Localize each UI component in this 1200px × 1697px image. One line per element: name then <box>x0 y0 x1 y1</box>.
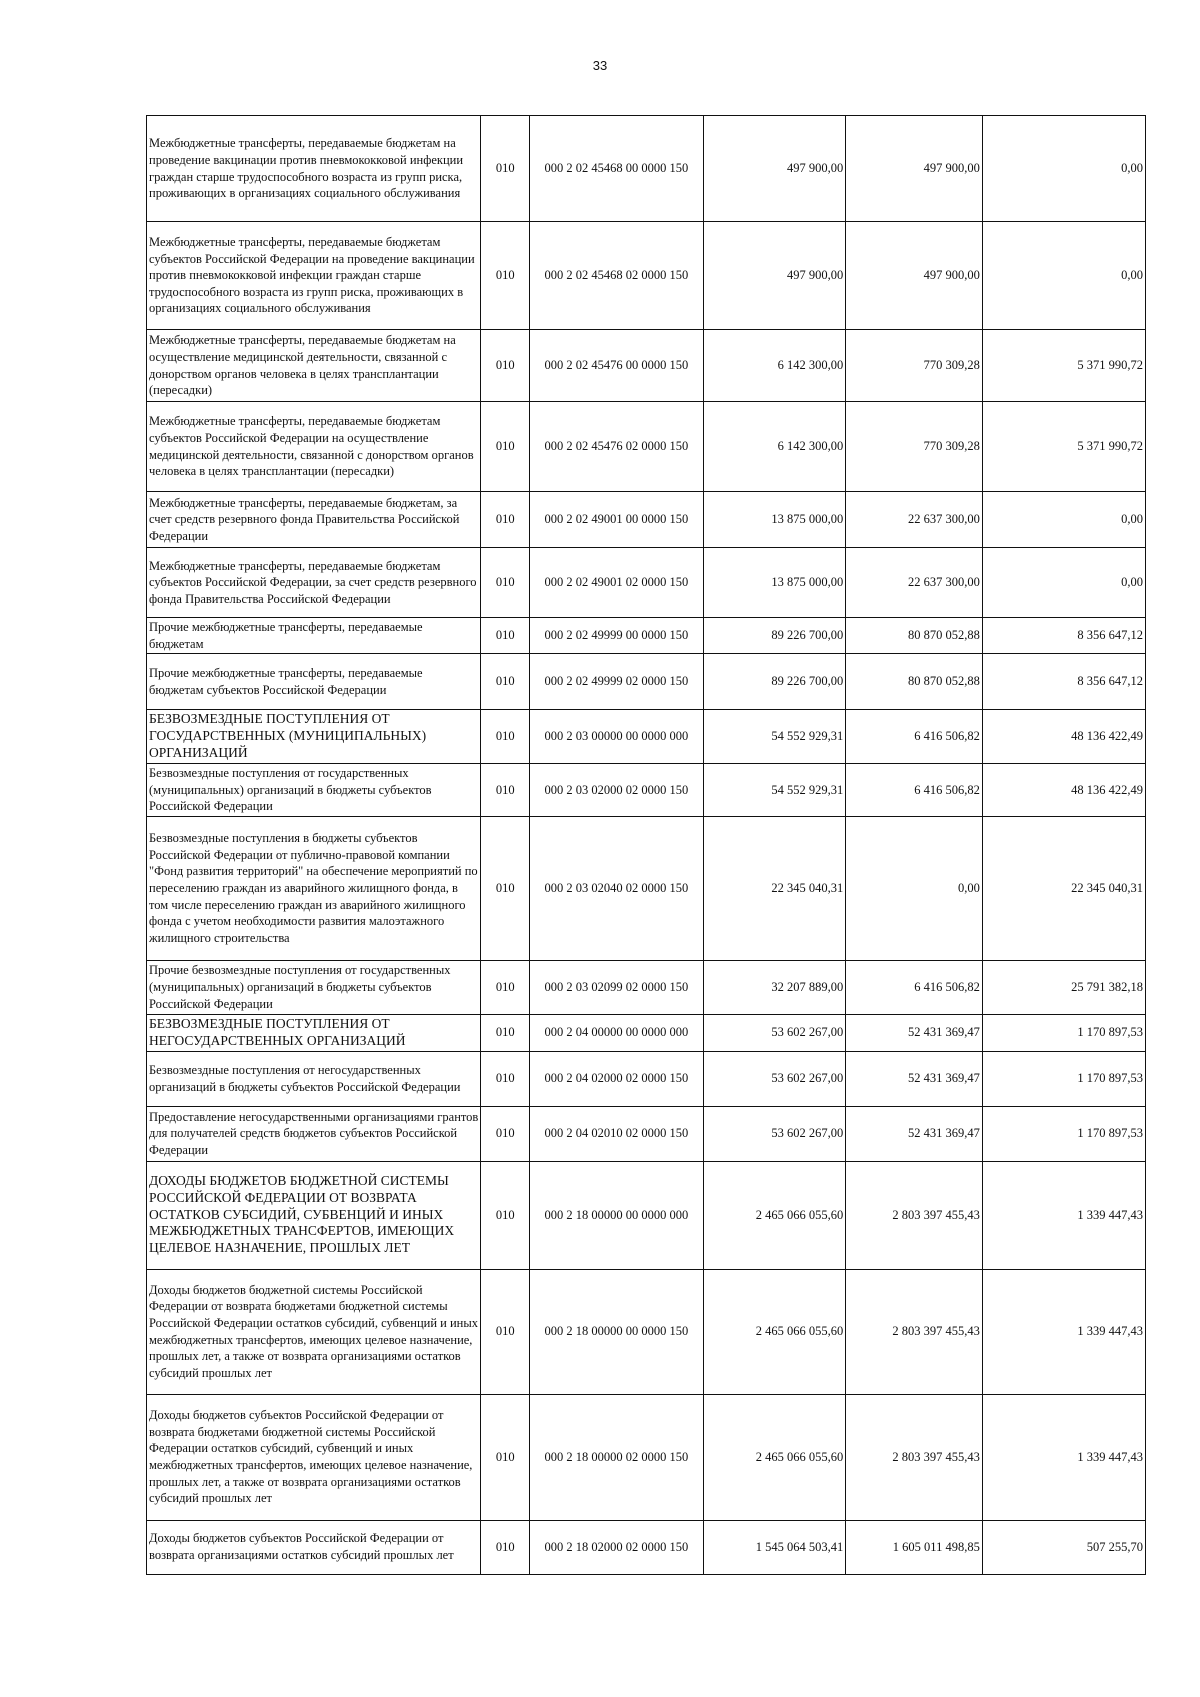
row-name: БЕЗВОЗМЕЗДНЫЕ ПОСТУПЛЕНИЯ ОТ ГОСУДАРСТВЕННЫХ (МУНИЦИПАЛЬНЫХ) ОРГАНИЗАЦИЙ <box>147 710 481 764</box>
row-executed: 770 309,28 <box>846 402 983 492</box>
row-approved: 497 900,00 <box>703 116 846 222</box>
row-approved: 32 207 889,00 <box>703 960 846 1014</box>
row-name: Межбюджетные трансферты, передаваемые бюджетам, за счет средств резервного фонда Правительства Российской Федерации <box>147 492 481 548</box>
row-approved: 2 465 066 055,60 <box>703 1394 846 1520</box>
row-kbk: 000 2 02 49999 00 0000 150 <box>530 618 703 654</box>
table-row <box>147 1161 1146 1269</box>
row-approved: 22 345 040,31 <box>703 816 846 960</box>
table-row <box>147 1051 1146 1106</box>
row-name: Межбюджетные трансферты, передаваемые бюджетам субъектов Российской Федерации на проведение вакцинации против пневмококковой инфекции граждан старше трудоспособного возраста из групп риска, проживающих в организациях социального обслуживания <box>147 222 481 330</box>
table-row <box>147 710 1146 764</box>
row-unexecuted: 507 255,70 <box>982 1520 1145 1574</box>
row-kbk: 000 2 03 02000 02 0000 150 <box>530 763 703 816</box>
row-executed: 80 870 052,88 <box>846 654 983 710</box>
row-approved: 54 552 929,31 <box>703 763 846 816</box>
row-unexecuted: 8 356 647,12 <box>982 654 1145 710</box>
row-name: Межбюджетные трансферты, передаваемые бюджетам на проведение вакцинации против пневмококковой инфекции граждан старше трудоспособного возраста из групп риска, проживающих в организациях социального обслуживания <box>147 116 481 222</box>
row-kbk: 000 2 02 49001 00 0000 150 <box>530 492 703 548</box>
row-name: Безвозмездные поступления от негосударственных организаций в бюджеты субъектов Российской Федерации <box>147 1051 481 1106</box>
row-kbk: 000 2 04 02000 02 0000 150 <box>530 1051 703 1106</box>
row-code: 010 <box>481 1014 530 1051</box>
row-code: 010 <box>481 654 530 710</box>
table-row <box>147 763 1146 816</box>
row-name: Прочие безвозмездные поступления от государственных (муниципальных) организаций в бюджеты субъектов Российской Федерации <box>147 960 481 1014</box>
row-unexecuted: 0,00 <box>982 222 1145 330</box>
row-approved: 54 552 929,31 <box>703 710 846 764</box>
row-executed: 52 431 369,47 <box>846 1014 983 1051</box>
table-row <box>147 548 1146 618</box>
row-executed: 22 637 300,00 <box>846 548 983 618</box>
row-executed: 770 309,28 <box>846 330 983 402</box>
row-kbk: 000 2 04 02010 02 0000 150 <box>530 1106 703 1161</box>
row-name: Межбюджетные трансферты, передаваемые бюджетам субъектов Российской Федерации на осуществление медицинской деятельности, связанной с донорством органов человека в целях трансплантации (пересадки) <box>147 402 481 492</box>
row-code: 010 <box>481 1520 530 1574</box>
row-kbk: 000 2 02 45468 00 0000 150 <box>530 116 703 222</box>
row-approved: 13 875 000,00 <box>703 548 846 618</box>
row-name: Прочие межбюджетные трансферты, передаваемые бюджетам субъектов Российской Федерации <box>147 654 481 710</box>
table-row <box>147 1394 1146 1520</box>
row-approved: 53 602 267,00 <box>703 1014 846 1051</box>
row-executed: 0,00 <box>846 816 983 960</box>
row-code: 010 <box>481 710 530 764</box>
table-row <box>147 816 1146 960</box>
row-code: 010 <box>481 763 530 816</box>
row-unexecuted: 0,00 <box>982 492 1145 548</box>
row-name: Межбюджетные трансферты, передаваемые бюджетам на осуществление медицинской деятельности, связанной с донорством органов человека в целях трансплантации (пересадки) <box>147 330 481 402</box>
row-executed: 2 803 397 455,43 <box>846 1269 983 1394</box>
row-code: 010 <box>481 1051 530 1106</box>
row-name: Доходы бюджетов субъектов Российской Федерации от возврата бюджетами бюджетной системы Российской Федерации остатков субсидий, субвенций и иных межбюджетных трансфертов, имеющих целевое назначение, прошлых лет, а также от возврата организациями остатков субсидий прошлых лет <box>147 1394 481 1520</box>
table-row <box>147 402 1146 492</box>
row-unexecuted: 1 170 897,53 <box>982 1106 1145 1161</box>
row-code: 010 <box>481 1161 530 1269</box>
page-number: 33 <box>592 58 608 73</box>
row-executed: 497 900,00 <box>846 116 983 222</box>
row-unexecuted: 5 371 990,72 <box>982 402 1145 492</box>
table-row <box>147 618 1146 654</box>
row-code: 010 <box>481 402 530 492</box>
row-unexecuted: 48 136 422,49 <box>982 710 1145 764</box>
table-row <box>147 116 1146 222</box>
row-name: Прочие межбюджетные трансферты, передаваемые бюджетам <box>147 618 481 654</box>
row-approved: 2 465 066 055,60 <box>703 1161 846 1269</box>
row-name: ДОХОДЫ БЮДЖЕТОВ БЮДЖЕТНОЙ СИСТЕМЫ РОССИЙСКОЙ ФЕДЕРАЦИИ ОТ ВОЗВРАТА ОСТАТКОВ СУБСИДИЙ, СУБВЕНЦИЙ И ИНЫХ МЕЖБЮДЖЕТНЫХ ТРАНСФЕРТОВ, ИМЕЮЩИХ ЦЕЛЕВОЕ НАЗНАЧЕНИЕ, ПРОШЛЫХ ЛЕТ <box>147 1161 481 1269</box>
row-approved: 53 602 267,00 <box>703 1051 846 1106</box>
table-row <box>147 654 1146 710</box>
row-unexecuted: 1 339 447,43 <box>982 1269 1145 1394</box>
row-executed: 52 431 369,47 <box>846 1106 983 1161</box>
row-executed: 22 637 300,00 <box>846 492 983 548</box>
row-kbk: 000 2 02 45468 02 0000 150 <box>530 222 703 330</box>
table-row <box>147 1014 1146 1051</box>
row-kbk: 000 2 18 00000 00 0000 150 <box>530 1269 703 1394</box>
row-executed: 52 431 369,47 <box>846 1051 983 1106</box>
row-code: 010 <box>481 548 530 618</box>
row-unexecuted: 0,00 <box>982 116 1145 222</box>
row-kbk: 000 2 18 00000 00 0000 000 <box>530 1161 703 1269</box>
row-kbk: 000 2 02 49999 02 0000 150 <box>530 654 703 710</box>
row-code: 010 <box>481 116 530 222</box>
row-code: 010 <box>481 1394 530 1520</box>
row-approved: 497 900,00 <box>703 222 846 330</box>
row-name: Предоставление негосударственными организациями грантов для получателей средств бюджетов субъектов Российской Федерации <box>147 1106 481 1161</box>
row-unexecuted: 1 170 897,53 <box>982 1014 1145 1051</box>
row-unexecuted: 22 345 040,31 <box>982 816 1145 960</box>
row-executed: 6 416 506,82 <box>846 710 983 764</box>
row-kbk: 000 2 04 00000 00 0000 000 <box>530 1014 703 1051</box>
row-executed: 1 605 011 498,85 <box>846 1520 983 1574</box>
row-name: Доходы бюджетов субъектов Российской Федерации от возврата организациями остатков субсидий прошлых лет <box>147 1520 481 1574</box>
row-executed: 6 416 506,82 <box>846 763 983 816</box>
budget-table-body <box>147 116 1146 1575</box>
row-approved: 13 875 000,00 <box>703 492 846 548</box>
table-row <box>147 1269 1146 1394</box>
row-kbk: 000 2 02 45476 02 0000 150 <box>530 402 703 492</box>
row-name: Безвозмездные поступления в бюджеты субъектов Российской Федерации от публично-правовой компании "Фонд развития территорий" на обеспечение мероприятий по переселению граждан из аварийного жилищного фонда, в том числе переселению граждан из аварийного жилищного фонда с учетом необходимости развития малоэтажного жилищного строительства <box>147 816 481 960</box>
row-unexecuted: 48 136 422,49 <box>982 763 1145 816</box>
row-code: 010 <box>481 816 530 960</box>
row-approved: 89 226 700,00 <box>703 618 846 654</box>
table-row <box>147 492 1146 548</box>
row-kbk: 000 2 02 49001 02 0000 150 <box>530 548 703 618</box>
budget-table <box>146 115 1146 1575</box>
table-row <box>147 222 1146 330</box>
row-code: 010 <box>481 222 530 330</box>
row-unexecuted: 25 791 382,18 <box>982 960 1145 1014</box>
row-approved: 89 226 700,00 <box>703 654 846 710</box>
table-row <box>147 330 1146 402</box>
row-unexecuted: 8 356 647,12 <box>982 618 1145 654</box>
row-kbk: 000 2 03 02040 02 0000 150 <box>530 816 703 960</box>
row-unexecuted: 1 339 447,43 <box>982 1394 1145 1520</box>
row-executed: 497 900,00 <box>846 222 983 330</box>
row-approved: 1 545 064 503,41 <box>703 1520 846 1574</box>
row-unexecuted: 5 371 990,72 <box>982 330 1145 402</box>
row-unexecuted: 1 339 447,43 <box>982 1161 1145 1269</box>
row-kbk: 000 2 18 02000 02 0000 150 <box>530 1520 703 1574</box>
row-kbk: 000 2 18 00000 02 0000 150 <box>530 1394 703 1520</box>
table-row <box>147 960 1146 1014</box>
table-row <box>147 1520 1146 1574</box>
row-approved: 6 142 300,00 <box>703 330 846 402</box>
row-approved: 6 142 300,00 <box>703 402 846 492</box>
row-code: 010 <box>481 1106 530 1161</box>
row-executed: 6 416 506,82 <box>846 960 983 1014</box>
row-kbk: 000 2 02 45476 00 0000 150 <box>530 330 703 402</box>
row-executed: 2 803 397 455,43 <box>846 1161 983 1269</box>
row-name: Безвозмездные поступления от государственных (муниципальных) организаций в бюджеты субъектов Российской Федерации <box>147 763 481 816</box>
table-row <box>147 1106 1146 1161</box>
row-executed: 80 870 052,88 <box>846 618 983 654</box>
row-unexecuted: 0,00 <box>982 548 1145 618</box>
row-approved: 53 602 267,00 <box>703 1106 846 1161</box>
row-executed: 2 803 397 455,43 <box>846 1394 983 1520</box>
row-unexecuted: 1 170 897,53 <box>982 1051 1145 1106</box>
row-name: Межбюджетные трансферты, передаваемые бюджетам субъектов Российской Федерации, за счет средств резервного фонда Правительства Российской Федерации <box>147 548 481 618</box>
row-kbk: 000 2 03 00000 00 0000 000 <box>530 710 703 764</box>
row-code: 010 <box>481 960 530 1014</box>
row-code: 010 <box>481 492 530 548</box>
row-code: 010 <box>481 330 530 402</box>
row-name: Доходы бюджетов бюджетной системы Российской Федерации от возврата бюджетами бюджетной системы Российской Федерации остатков субсидий, субвенций и иных межбюджетных трансфертов, имеющих целевое назначение, прошлых лет, а также от возврата организациями остатков субсидий прошлых лет <box>147 1269 481 1394</box>
row-approved: 2 465 066 055,60 <box>703 1269 846 1394</box>
row-code: 010 <box>481 1269 530 1394</box>
row-code: 010 <box>481 618 530 654</box>
row-kbk: 000 2 03 02099 02 0000 150 <box>530 960 703 1014</box>
row-name: БЕЗВОЗМЕЗДНЫЕ ПОСТУПЛЕНИЯ ОТ НЕГОСУДАРСТВЕННЫХ ОРГАНИЗАЦИЙ <box>147 1014 481 1051</box>
